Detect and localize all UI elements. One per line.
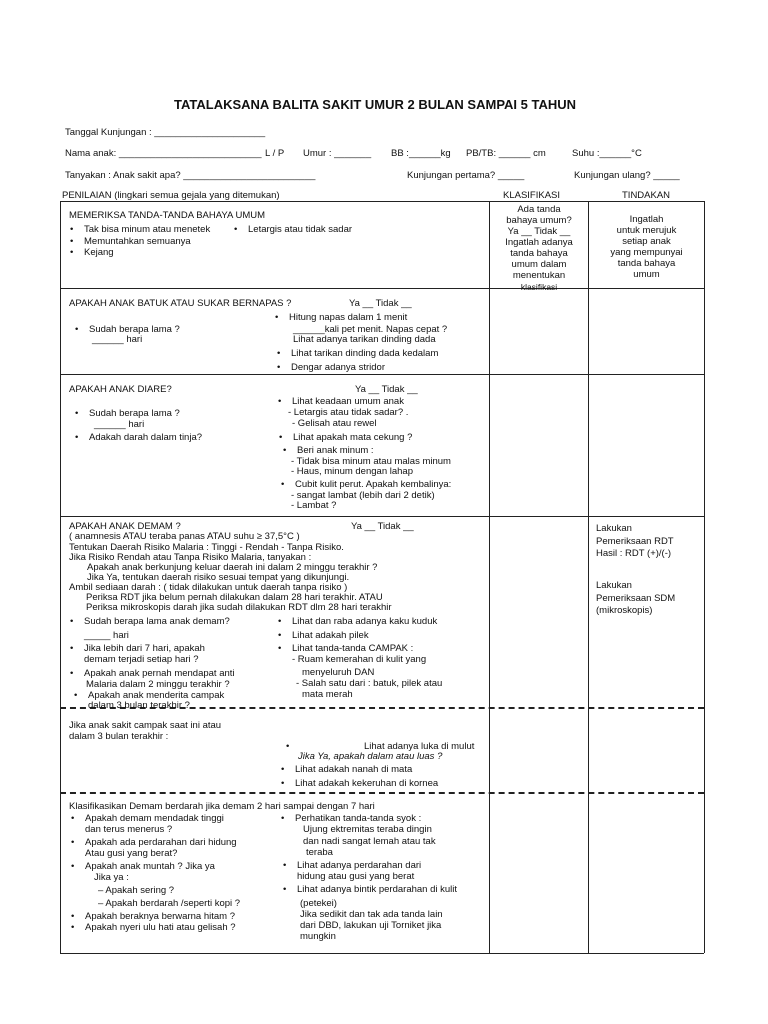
bullet-icon: • [286, 741, 290, 752]
s2-item[interactable]: • Hitung napas dalam 1 menit [289, 312, 407, 324]
s4-item[interactable]: - Ruam kemerahan di kulit yang [292, 654, 427, 665]
gender-field[interactable]: L / P [265, 148, 285, 159]
table-left-border [60, 201, 61, 953]
s4-item: Malaria dalam 2 minggu terakhir ? [86, 679, 230, 690]
s4-text: Ambil sediaan darah : ( tidak dilakukan untuk daerah tanpa risiko ) [69, 582, 348, 593]
s3-heading: APAKAH ANAK DIARE? [69, 384, 172, 395]
s6-item[interactable]: • Apakah beraknya berwarna hitam ? [85, 911, 235, 923]
s1-heading: MEMERIKSA TANDA-TANDA BAHAYA UMUM [69, 210, 266, 221]
s6-item[interactable]: dan nadi sangat lemah atau tak [303, 836, 436, 847]
s4-heading: APAKAH ANAK DEMAM ? [69, 521, 181, 532]
s4-text: Periksa RDT jika belum pernah dilakukan dalam 28 hari terakhir. ATAU [86, 592, 383, 603]
s1-tindakan-text: umum [633, 269, 660, 280]
s1-klasifikasi-text: Ada tanda [517, 204, 561, 215]
col-tindakan-header: TINDAKAN [622, 190, 671, 201]
s3-item[interactable]: - Tidak bisa minum atau malas minum [291, 456, 451, 467]
s5-item[interactable]: Jika Ya, apakah dalam atau luas ? [298, 751, 443, 762]
s6-item: teraba [306, 847, 333, 858]
s4-tindakan-text: Pemeriksaan SDM [596, 593, 676, 604]
s1-klasifikasi-ya-tidak[interactable]: Ya __ Tidak __ [507, 226, 571, 237]
s4-item[interactable]: • Lihat adakah pilek [292, 630, 369, 642]
s1-tindakan-text: tanda bahaya [617, 258, 676, 269]
s6-item[interactable]: • Apakah nyeri ulu hati atau gelisah ? [85, 922, 236, 934]
col-divider-2 [588, 201, 589, 953]
col-klasifikasi-header: KLASIFIKASI [503, 190, 561, 201]
s1-klasifikasi-text: klasifikasi [520, 282, 558, 292]
s3-item[interactable]: • Sudah berapa lama ? [89, 408, 180, 420]
row-border-1 [60, 288, 704, 289]
s4-hari-field[interactable]: _____ hari [84, 630, 129, 641]
suhu-field[interactable]: Suhu :______°C [572, 148, 642, 159]
nama-anak-field[interactable]: Nama anak: ___________________________ [65, 148, 262, 159]
s4-item: mata merah [302, 689, 353, 700]
bb-field[interactable]: BB :______kg [391, 148, 451, 159]
s4-item[interactable]: • Jika lebih dari 7 hari, apakah [84, 643, 205, 655]
s4-ya-tidak[interactable]: Ya __ Tidak __ [351, 521, 414, 532]
s6-heading: Klasifikasikan Demam berdarah jika demam 2 hari sampai dengan 7 hari [69, 801, 375, 812]
s3-item[interactable]: • Adakah darah dalam tinja? [89, 432, 202, 444]
s2-item[interactable]: • Lihat tarikan dinding dada kedalam [291, 348, 438, 360]
row-border-5-dashed [60, 792, 704, 794]
s3-ya-tidak[interactable]: Ya __ Tidak __ [355, 384, 418, 395]
s3-item[interactable]: • Lihat keadaan umum anak [292, 396, 404, 408]
s6-item: Jika ya : [94, 872, 129, 883]
s6-item: dari DBD, lakukan uji Torniket jika [300, 920, 442, 931]
s2-napas-field[interactable]: ______kali pet menit. Napas cepat ? [293, 324, 448, 335]
s1-item[interactable]: • Tak bisa minum atau menetek [84, 224, 210, 236]
umur-field[interactable]: Umur : _______ [303, 148, 372, 159]
s4-item[interactable]: • Lihat dan raba adanya kaku kuduk [292, 616, 437, 628]
s1-tindakan-text: Ingatlah [629, 214, 664, 225]
s4-tindakan-text: Lakukan [596, 580, 632, 591]
row-border-3 [60, 516, 704, 517]
s1-tindakan-text: setiap anak [622, 236, 671, 247]
s4-tindakan-text: Pemeriksaan RDT [596, 536, 674, 547]
col-penilaian-header: PENILAIAN (lingkari semua gejala yang ditemukan) [62, 190, 280, 201]
s1-klasifikasi-text: tanda bahaya [510, 248, 568, 259]
s4-text: Jika Risiko Rendah atau Tanpa Risiko Malaria, tanyakan : [69, 552, 312, 563]
s6-item[interactable]: • Perhatikan tanda-tanda syok : [295, 813, 421, 825]
s1-item[interactable]: • Memuntahkan semuanya [84, 236, 191, 248]
s6-item[interactable]: – Apakah sering ? [98, 885, 175, 896]
tanggal-kunjungan-field[interactable]: Tanggal Kunjungan : _____________________ [65, 127, 266, 138]
s1-item[interactable]: • Letargis atau tidak sadar [248, 224, 352, 236]
page-title: TATALAKSANA BALITA SAKIT UMUR 2 BULAN SAMPAI 5 TAHUN [174, 97, 577, 112]
s2-heading: APAKAH ANAK BATUK ATAU SUKAR BERNAPAS ? [69, 298, 292, 309]
s4-tindakan-text: (mikroskopis) [596, 605, 653, 616]
s1-klasifikasi-text: umum dalam [511, 259, 567, 270]
s4-text: Periksa mikroskopis darah jika sudah dilakukan RDT dlm 28 hari terakhir [86, 602, 392, 613]
s4-item[interactable]: • Sudah berapa lama anak demam? [84, 616, 230, 628]
s5-item[interactable]: Lihat adanya luka di mulut [364, 741, 475, 752]
s4-item: demam terjadi setiap hari ? [84, 654, 199, 665]
s2-item[interactable]: • Dengar adanya stridor [291, 362, 385, 374]
s4-text: Jika Ya, tentukan daerah risiko sesuai tempat yang dikunjungi. [87, 572, 350, 583]
table-right-border [704, 201, 705, 953]
s6-item: Jika sedikit dan tak ada tanda lain [300, 909, 443, 920]
col-divider-1 [489, 201, 490, 953]
s2-ya-tidak[interactable]: Ya __ Tidak __ [349, 298, 412, 309]
s6-item: hidung atau gusi yang berat [297, 871, 415, 882]
table-bottom-border [60, 953, 704, 954]
s1-tindakan-text: untuk merujuk [616, 225, 677, 236]
s5-text: Jika anak sakit campak saat ini atau [69, 720, 222, 731]
s3-item[interactable]: - Letargis atau tidak sadar? . [288, 407, 409, 418]
s4-text: Tentukan Daerah Risiko Malaria : Tinggi - Rendah - Tanpa Risiko. [69, 542, 344, 553]
s4-text[interactable]: Apakah anak berkunjung keluar daerah ini dalam 2 minggu terakhir ? [87, 562, 378, 573]
pbtb-field[interactable]: PB/TB: ______ cm [466, 148, 546, 159]
s6-item[interactable]: • Apakah ada perdarahan dari hidung [85, 837, 237, 849]
s2-hari-field[interactable]: ______ hari [92, 334, 143, 345]
s1-klasifikasi-text: Ingatlah adanya [505, 237, 573, 248]
s3-item[interactable]: - Gelisah atau rewel [292, 418, 377, 429]
s1-item[interactable]: • Kejang [84, 247, 114, 259]
s4-item[interactable]: • Apakah anak pernah mendapat anti [84, 668, 235, 680]
s6-item[interactable]: Ujung ektremitas teraba dingin [303, 824, 432, 835]
s3-hari-field[interactable]: ______ hari [94, 419, 145, 430]
s3-item[interactable]: - Lambat ? [291, 500, 337, 511]
s4-item: dalam 3 bulan terakhir ? [88, 700, 190, 711]
s4-item[interactable]: • Lihat tanda-tanda CAMPAK : [292, 643, 413, 655]
s6-item: mungkin [300, 931, 336, 942]
s6-item[interactable]: • Lihat adanya perdarahan dari [297, 860, 421, 872]
s1-klasifikasi-text: menentukan [512, 270, 566, 281]
kunjungan-ulang-field[interactable]: Kunjungan ulang? _____ [574, 170, 680, 181]
s4-text: ( anamnesis ATAU teraba panas ATAU suhu ≥ 37,5°C ) [69, 531, 300, 542]
kunjungan-pertama-field[interactable]: Kunjungan pertama? _____ [407, 170, 525, 181]
s5-item[interactable]: • Lihat adakah nanah di mata [295, 764, 412, 776]
s4-item[interactable]: • Apakah anak menderita campak [88, 690, 224, 702]
s3-item[interactable]: - sangat lambat (lebih dari 2 detik) [291, 490, 435, 501]
s3-item[interactable]: • Cubit kulit perut. Apakah kembalinya: [295, 479, 451, 491]
s1-klasifikasi-text: bahaya umum? [506, 215, 572, 226]
s6-item[interactable]: – Apakah berdarah /seperti kopi ? [98, 898, 241, 909]
s4-item[interactable]: - Salah satu dari : batuk, pilek atau [296, 678, 443, 689]
tanyakan-field[interactable]: Tanyakan : Anak sakit apa? _________________________ [65, 170, 316, 181]
s6-item[interactable]: • Apakah demam mendadak tinggi [85, 813, 224, 825]
s4-tindakan-text: Lakukan [596, 523, 632, 534]
s6-item[interactable]: • Apakah anak muntah ? Jika ya [85, 861, 215, 873]
s3-item[interactable]: - Haus, minum dengan lahap [291, 466, 413, 477]
table-top-border [60, 201, 704, 202]
s6-item: dan terus menerus ? [85, 824, 173, 835]
s3-item[interactable]: • Beri anak minum : [297, 445, 374, 457]
s4-item: menyeluruh DAN [302, 667, 375, 678]
s6-item: (petekei) [300, 898, 337, 909]
s3-item[interactable]: • Lihat apakah mata cekung ? [293, 432, 412, 444]
s4-tindakan-rdt-result[interactable]: Hasil : RDT (+)/(-) [596, 548, 672, 559]
s6-item[interactable]: • Lihat adanya bintik perdarahan di kulit [297, 884, 457, 896]
s1-tindakan-text: yang mempunyai [610, 247, 683, 258]
s2-item[interactable]: Lihat adanya tarikan dinding dada [293, 334, 436, 345]
s2-item[interactable]: • Sudah berapa lama ? [89, 324, 180, 336]
s5-text: dalam 3 bulan terakhir : [69, 731, 169, 742]
s6-item: Atau gusi yang berat? [85, 848, 178, 859]
s5-item[interactable]: • Lihat adakah kekeruhan di kornea [295, 778, 438, 790]
row-border-2 [60, 374, 704, 375]
